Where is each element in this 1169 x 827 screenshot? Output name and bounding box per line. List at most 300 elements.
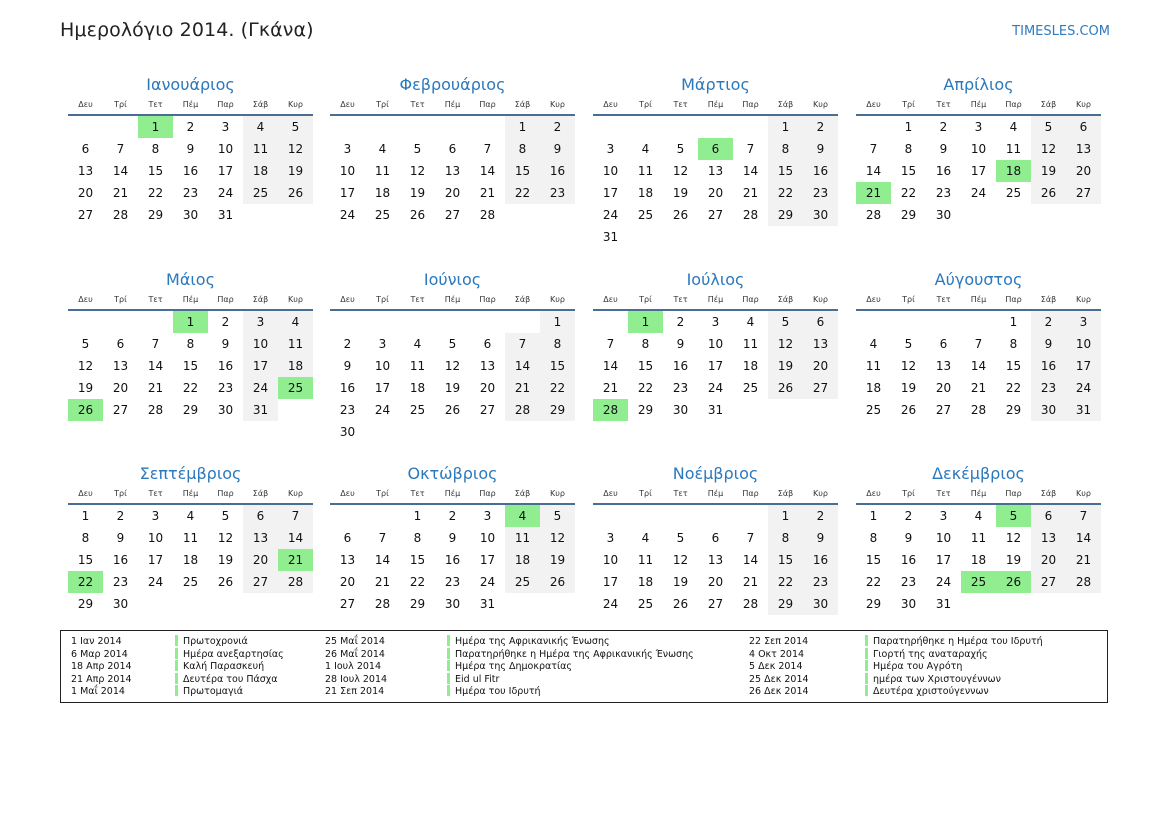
day-cell: 15: [637, 359, 654, 373]
day-cell: 23: [935, 186, 952, 200]
holiday-entry: [447, 674, 499, 687]
legend-column: [749, 636, 1043, 699]
day-cell: 1: [505, 116, 540, 138]
weekday-label: Σάβ: [514, 100, 531, 109]
day-cell: 6: [243, 505, 278, 527]
weekday-label: Σάβ: [1040, 489, 1057, 498]
day-cell: 4: [641, 531, 650, 545]
day-cell: 30: [900, 597, 917, 611]
day-cell: 15: [768, 160, 803, 182]
day-cell: 10: [217, 142, 234, 156]
empty-cell: [400, 116, 435, 138]
weekday-label: Δευ: [78, 295, 93, 304]
weekday-label: Πέμ: [182, 295, 199, 304]
day-cell: 22: [768, 571, 803, 593]
weekday-label: Κυρ: [550, 100, 565, 109]
holiday-entry: [447, 636, 610, 649]
month-name: Ιούνιος: [423, 270, 482, 289]
empty-cell: [856, 116, 891, 138]
holiday-day-cell: 28: [593, 399, 628, 421]
day-cell: 7: [378, 531, 387, 545]
day-cell: 5: [448, 337, 457, 351]
legend-row: [749, 636, 1043, 649]
holiday-day-cell: 25: [961, 571, 996, 593]
weekday-label: Πέμ: [182, 100, 199, 109]
day-cell: 14: [602, 359, 619, 373]
day-cell: 31: [935, 597, 952, 611]
holiday-name: Παρατηρήθηκε η Ημέρα του Ιδρυτή: [873, 636, 1043, 647]
day-cell: 20: [935, 381, 952, 395]
day-cell: 24: [374, 403, 391, 417]
day-cell: 20: [112, 381, 129, 395]
day-cell: 21: [505, 377, 540, 399]
weekday-label: Τετ: [673, 295, 688, 304]
day-cell: 5: [676, 142, 685, 156]
day-cell: 17: [243, 355, 278, 377]
day-cell: 22: [637, 381, 654, 395]
day-cell: 17: [935, 553, 952, 567]
day-cell: 22: [505, 182, 540, 204]
empty-cell: [103, 116, 138, 138]
day-cell: 6: [343, 531, 352, 545]
day-cell: 12: [900, 359, 917, 373]
holiday-marker: [447, 673, 450, 684]
day-grid: [68, 311, 313, 421]
day-cell: 20: [444, 186, 461, 200]
day-cell: 16: [672, 359, 689, 373]
day-cell: 23: [803, 571, 838, 593]
day-cell: 15: [865, 553, 882, 567]
day-grid: [330, 116, 575, 226]
day-cell: 27: [935, 403, 952, 417]
day-grid: [593, 505, 838, 615]
day-cell: 30: [803, 204, 838, 226]
day-cell: 15: [182, 359, 199, 373]
day-cell: 28: [865, 208, 882, 222]
day-cell: 21: [479, 186, 496, 200]
day-cell: 23: [182, 186, 199, 200]
day-cell: 7: [483, 142, 492, 156]
weekday-label: Κυρ: [1076, 100, 1091, 109]
holiday-date: 28 Ιουλ 2014: [325, 673, 388, 685]
day-cell: 29: [768, 593, 803, 615]
day-cell: 27: [479, 403, 496, 417]
holiday-marker: [865, 660, 868, 671]
month-name: Σεπτέμβριος: [139, 464, 242, 483]
day-cell: 26: [1031, 182, 1066, 204]
day-cell: 8: [768, 527, 803, 549]
holiday-marker: [175, 660, 178, 671]
holiday-day-cell: 6: [698, 138, 733, 160]
weekday-label: Κυρ: [288, 295, 303, 304]
weekday-label: Πέμ: [444, 295, 461, 304]
holiday-name: Eid ul Fitr: [455, 673, 500, 685]
holiday-entry: [865, 686, 989, 699]
day-cell: 9: [904, 531, 913, 545]
empty-cell: [365, 311, 400, 333]
day-cell: 13: [1066, 138, 1101, 160]
day-cell: 5: [278, 116, 313, 138]
day-cell: 7: [116, 142, 125, 156]
day-cell: 15: [1005, 359, 1022, 373]
weekday-label: Παρ: [479, 295, 496, 304]
weekday-label: Δευ: [340, 100, 355, 109]
day-cell: 4: [974, 509, 983, 523]
day-cell: 16: [217, 359, 234, 373]
legend-column: [325, 636, 694, 699]
month-name: Οκτώβριος: [407, 464, 498, 483]
holiday-name: Ημέρα του Αγρότη: [873, 661, 963, 672]
day-cell: 11: [182, 531, 199, 545]
day-cell: 1: [1009, 315, 1018, 329]
day-cell: 7: [1066, 505, 1101, 527]
day-cell: 8: [1009, 337, 1018, 351]
day-cell: 24: [707, 381, 724, 395]
day-cell: 22: [147, 186, 164, 200]
weekday-label: Σάβ: [252, 295, 269, 304]
day-grid: [593, 311, 838, 421]
empty-cell: [138, 311, 173, 333]
empty-cell: [435, 116, 470, 138]
day-cell: 29: [768, 204, 803, 226]
day-cell: 3: [606, 142, 615, 156]
weekday-label: Τρί: [902, 489, 915, 498]
day-cell: 16: [182, 164, 199, 178]
weekday-label: Παρ: [217, 100, 234, 109]
day-cell: 13: [444, 164, 461, 178]
day-cell: 9: [1031, 333, 1066, 355]
day-cell: 12: [77, 359, 94, 373]
day-cell: 12: [278, 138, 313, 160]
day-cell: 25: [1005, 186, 1022, 200]
day-cell: 6: [116, 337, 125, 351]
day-cell: 5: [676, 531, 685, 545]
day-cell: 12: [444, 359, 461, 373]
weekday-label: Δευ: [603, 100, 618, 109]
day-cell: 30: [935, 208, 952, 222]
day-cell: 3: [378, 337, 387, 351]
day-grid: [68, 116, 313, 226]
day-cell: 20: [339, 575, 356, 589]
day-cell: 13: [707, 164, 724, 178]
holiday-day-cell: 21: [278, 549, 313, 571]
day-cell: 1: [904, 120, 913, 134]
weekday-label: Σάβ: [252, 100, 269, 109]
day-cell: 20: [1066, 160, 1101, 182]
holiday-day-cell: 1: [173, 311, 208, 333]
day-cell: 13: [243, 527, 278, 549]
day-cell: 16: [803, 160, 838, 182]
holiday-marker: [865, 685, 868, 696]
day-cell: 7: [869, 142, 878, 156]
weekday-label: Τρί: [639, 100, 652, 109]
day-cell: 2: [540, 116, 575, 138]
holiday-date: 5 Δεκ 2014: [749, 661, 803, 672]
holiday-entry: [865, 674, 1001, 687]
holiday-entry: [447, 661, 572, 674]
day-cell: 20: [77, 186, 94, 200]
holiday-name: Ημέρα της Αφρικανικής Ένωσης: [455, 636, 610, 647]
day-cell: 21: [970, 381, 987, 395]
day-cell: 4: [243, 116, 278, 138]
day-cell: 18: [374, 186, 391, 200]
month-name: Αύγουστος: [934, 270, 1023, 289]
day-cell: 28: [374, 597, 391, 611]
holiday-entry: [447, 686, 541, 699]
legend-row: [71, 686, 244, 699]
holiday-name: ημέρα των Χριστουγέννων: [873, 673, 1001, 685]
day-cell: 26: [768, 377, 803, 399]
day-cell: 24: [602, 208, 619, 222]
holiday-date: 1 Ιουλ 2014: [325, 661, 381, 672]
holiday-day-cell: 18: [996, 160, 1031, 182]
day-cell: 24: [243, 377, 278, 399]
weekday-label: Τρί: [639, 295, 652, 304]
day-cell: 19: [409, 186, 426, 200]
day-cell: 27: [243, 571, 278, 593]
weekday-header: [593, 486, 838, 501]
day-cell: 7: [974, 337, 983, 351]
weekday-label: Σάβ: [514, 489, 531, 498]
holiday-marker: [447, 685, 450, 696]
holiday-legend: [60, 630, 1108, 703]
day-cell: 22: [182, 381, 199, 395]
day-cell: 18: [409, 381, 426, 395]
day-cell: 22: [768, 182, 803, 204]
day-cell: 8: [151, 142, 160, 156]
weekday-label: Τετ: [936, 100, 951, 109]
weekday-label: Πέμ: [444, 489, 461, 498]
day-cell: 17: [602, 575, 619, 589]
day-cell: 1: [768, 505, 803, 527]
day-cell: 4: [746, 315, 755, 329]
day-cell: 22: [540, 377, 575, 399]
day-cell: 24: [479, 575, 496, 589]
month-block: [330, 74, 575, 226]
day-cell: 10: [602, 164, 619, 178]
weekday-label: Πέμ: [707, 489, 724, 498]
weekday-label: Τρί: [114, 489, 127, 498]
day-cell: 1: [81, 509, 90, 523]
month-block: [68, 463, 313, 615]
day-cell: 4: [413, 337, 422, 351]
weekday-header: [68, 97, 313, 112]
day-cell: 24: [602, 597, 619, 611]
day-cell: 19: [540, 549, 575, 571]
day-cell: 3: [606, 531, 615, 545]
day-cell: 12: [1031, 138, 1066, 160]
day-cell: 23: [444, 575, 461, 589]
day-cell: 5: [81, 337, 90, 351]
day-grid: [856, 116, 1101, 226]
day-cell: 27: [444, 208, 461, 222]
weekday-label: Παρ: [217, 489, 234, 498]
day-cell: 28: [742, 208, 759, 222]
weekday-label: Πέμ: [707, 295, 724, 304]
day-cell: 19: [77, 381, 94, 395]
day-cell: 9: [939, 142, 948, 156]
day-cell: 28: [479, 208, 496, 222]
weekday-label: Τρί: [902, 100, 915, 109]
weekday-label: Κυρ: [813, 295, 828, 304]
weekday-label: Τετ: [410, 100, 425, 109]
day-cell: 2: [221, 315, 230, 329]
weekday-label: Παρ: [742, 100, 759, 109]
day-cell: 16: [803, 549, 838, 571]
day-grid: [856, 311, 1101, 421]
weekday-label: Τρί: [114, 100, 127, 109]
day-cell: 8: [869, 531, 878, 545]
day-cell: 19: [768, 355, 803, 377]
weekday-label: Πέμ: [707, 100, 724, 109]
day-cell: 11: [409, 359, 426, 373]
day-cell: 8: [540, 333, 575, 355]
day-cell: 5: [768, 311, 803, 333]
day-cell: 27: [707, 597, 724, 611]
empty-cell: [663, 116, 698, 138]
holiday-name: Καλή Παρασκευή: [183, 661, 265, 672]
holiday-entry: [447, 649, 694, 662]
holiday-date: 21 Απρ 2014: [71, 673, 132, 685]
empty-cell: [961, 311, 996, 333]
day-cell: 8: [904, 142, 913, 156]
day-cell: 28: [112, 208, 129, 222]
holiday-date: 1 Μαΐ 2014: [71, 686, 125, 697]
day-cell: 5: [413, 142, 422, 156]
holiday-day-cell: 26: [996, 571, 1031, 593]
day-cell: 10: [243, 333, 278, 355]
day-cell: 13: [1031, 527, 1066, 549]
day-cell: 12: [672, 164, 689, 178]
weekday-label: Κυρ: [813, 489, 828, 498]
day-cell: 31: [243, 399, 278, 421]
day-cell: 14: [742, 164, 759, 178]
day-cell: 14: [479, 164, 496, 178]
day-cell: 12: [409, 164, 426, 178]
day-cell: 4: [378, 142, 387, 156]
empty-cell: [628, 116, 663, 138]
legend-row: [749, 686, 989, 699]
weekday-label: Πέμ: [970, 295, 987, 304]
weekday-header: [68, 292, 313, 307]
day-cell: 21: [374, 575, 391, 589]
day-cell: 11: [970, 531, 987, 545]
day-cell: 23: [339, 403, 356, 417]
day-cell: 14: [278, 527, 313, 549]
weekday-label: Σάβ: [777, 100, 794, 109]
empty-cell: [330, 505, 365, 527]
holiday-marker: [865, 673, 868, 684]
weekday-label: Κυρ: [288, 489, 303, 498]
day-cell: 3: [343, 142, 352, 156]
day-cell: 22: [865, 575, 882, 589]
legend-column: [71, 636, 284, 699]
weekday-label: Πέμ: [970, 100, 987, 109]
holiday-name: Ημέρα του Ιδρυτή: [455, 686, 541, 697]
holiday-day-cell: 5: [996, 505, 1031, 527]
day-cell: 4: [869, 337, 878, 351]
day-cell: 19: [444, 381, 461, 395]
holiday-marker: [175, 673, 178, 684]
weekday-label: Τετ: [148, 489, 163, 498]
day-cell: 26: [217, 575, 234, 589]
day-cell: 13: [707, 553, 724, 567]
day-cell: 11: [865, 359, 882, 373]
day-cell: 2: [803, 116, 838, 138]
day-cell: 17: [147, 553, 164, 567]
day-cell: 29: [77, 597, 94, 611]
weekday-label: Τρί: [902, 295, 915, 304]
day-cell: 17: [1066, 355, 1101, 377]
day-cell: 2: [448, 509, 457, 523]
day-cell: 16: [935, 164, 952, 178]
empty-cell: [663, 505, 698, 527]
day-cell: 17: [970, 164, 987, 178]
legend-row: [325, 636, 610, 649]
day-cell: 13: [479, 359, 496, 373]
day-cell: 18: [182, 553, 199, 567]
legend-row: [71, 636, 248, 649]
day-cell: 18: [970, 553, 987, 567]
holiday-day-cell: 21: [856, 182, 891, 204]
day-grid: [330, 311, 575, 443]
day-cell: 20: [479, 381, 496, 395]
day-cell: 28: [505, 399, 540, 421]
day-cell: 2: [116, 509, 125, 523]
day-cell: 6: [483, 337, 492, 351]
day-cell: 17: [339, 186, 356, 200]
day-cell: 27: [803, 377, 838, 399]
day-cell: 25: [865, 403, 882, 417]
day-cell: 6: [711, 531, 720, 545]
empty-cell: [698, 116, 733, 138]
day-cell: 16: [339, 381, 356, 395]
day-cell: 8: [413, 531, 422, 545]
day-cell: 30: [672, 403, 689, 417]
weekday-label: Σάβ: [1040, 100, 1057, 109]
empty-cell: [470, 311, 505, 333]
holiday-entry: [175, 686, 243, 699]
legend-row: [71, 661, 265, 674]
day-cell: 15: [768, 549, 803, 571]
day-cell: 10: [602, 553, 619, 567]
day-cell: 24: [147, 575, 164, 589]
day-cell: 14: [970, 359, 987, 373]
month-block: [330, 269, 575, 443]
day-cell: 30: [444, 597, 461, 611]
month-block: [68, 269, 313, 421]
day-cell: 16: [444, 553, 461, 567]
weekday-label: Δευ: [340, 295, 355, 304]
day-cell: 7: [151, 337, 160, 351]
day-cell: 13: [112, 359, 129, 373]
holiday-entry: [175, 636, 248, 649]
day-cell: 14: [505, 355, 540, 377]
weekday-label: Τετ: [148, 295, 163, 304]
site-link[interactable]: TIMESLES.COM: [1012, 24, 1110, 39]
weekday-label: Τρί: [376, 295, 389, 304]
day-cell: 10: [339, 164, 356, 178]
legend-row: [325, 661, 573, 674]
day-cell: 18: [865, 381, 882, 395]
day-cell: 11: [742, 337, 759, 351]
day-cell: 24: [1066, 377, 1101, 399]
day-cell: 19: [278, 160, 313, 182]
day-cell: 19: [900, 381, 917, 395]
day-cell: 19: [1031, 160, 1066, 182]
day-cell: 16: [1031, 355, 1066, 377]
holiday-date: 26 Δεκ 2014: [749, 686, 809, 697]
